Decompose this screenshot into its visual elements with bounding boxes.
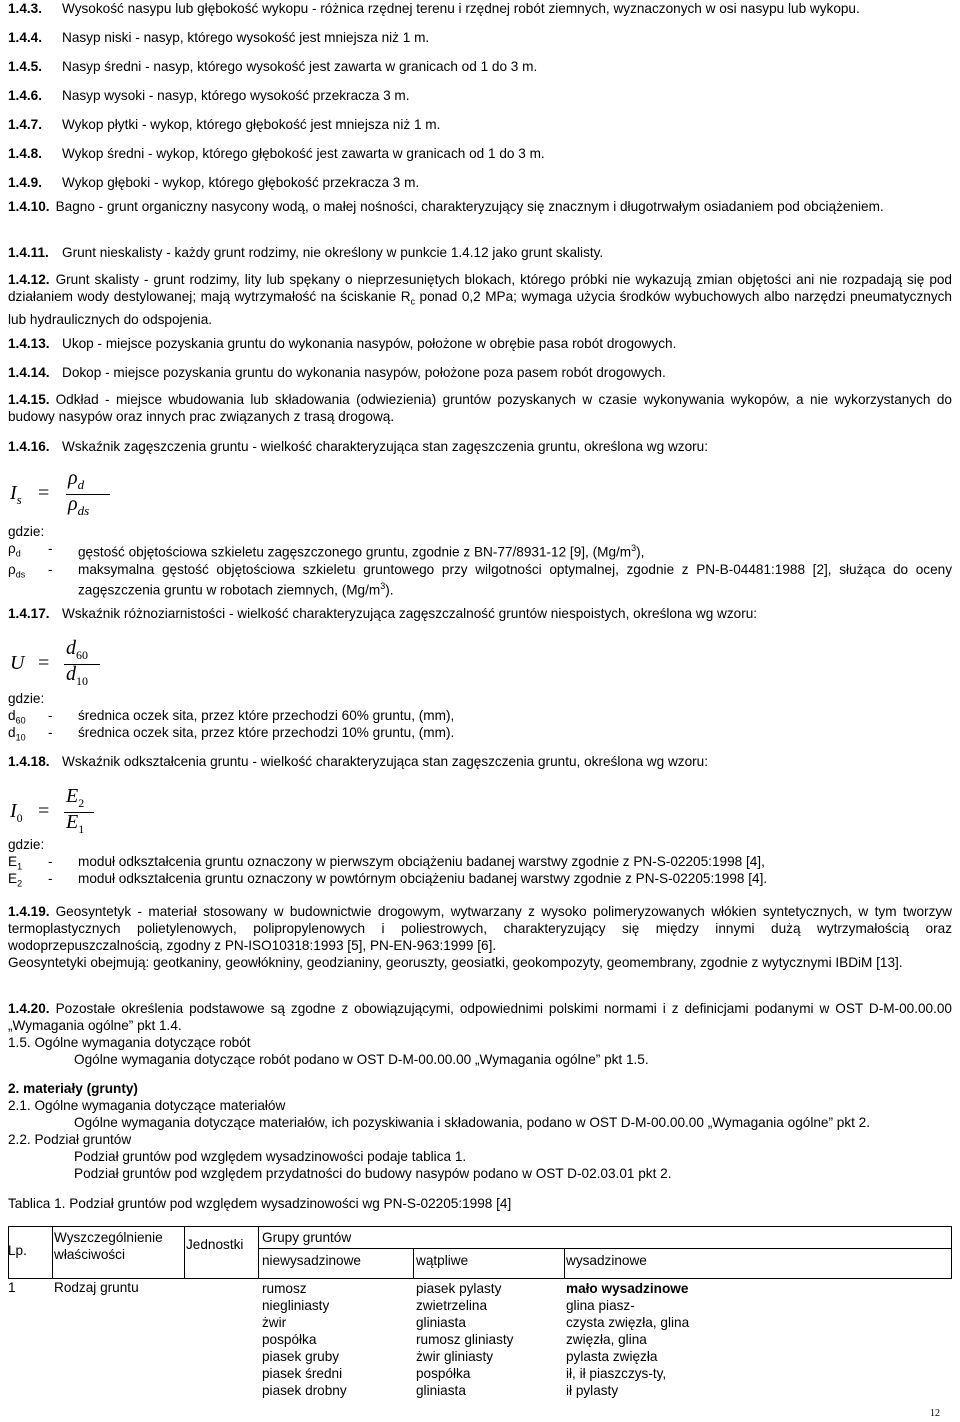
table-caption: Tablica 1. Podział gruntów pod względem wysadzinowości wg PN-S-02205:1998 [4] bbox=[8, 1196, 512, 1211]
header-units: Jednostki bbox=[186, 1237, 244, 1252]
header-non-frost: niewysadzinowe bbox=[262, 1253, 361, 1268]
legend-text: gęstość objętościowa szkieletu zagęszczonego gruntu, zgodnie z BN-77/8931-12 [9], $(Mg/m^3)$, bbox=[78, 543, 645, 560]
table-cell-value: pylasta zwięzła bbox=[566, 1349, 658, 1364]
section-number: 1.4.13. bbox=[8, 336, 50, 351]
table-cell-value: zwięzła, glina bbox=[566, 1332, 647, 1347]
definition-1-4-16 bbox=[8, 438, 708, 455]
definition-text-cont: ponad 0,2 MPa; wymaga użycia środków wybuchowych albo narzędzi pneumatycznych lub hydraulicznych do odspojenia. bbox=[8, 289, 952, 327]
definition-text: Wskaźnik różnoziarnistości - wielkość charakteryzująca zagęszczalność gruntów niespoistych, określona wg wzoru: bbox=[62, 606, 758, 621]
table-cell-value: niegliniasty bbox=[262, 1298, 330, 1313]
formula-denominator: $E_1$ bbox=[66, 811, 85, 836]
formula-18-legend bbox=[8, 853, 952, 887]
equals-sign: = bbox=[38, 800, 50, 822]
section-1-5-body: Ogólne wymagania dotyczące robót podano w OST D-M-00.00.00 „Wymagania ogólne” pkt 1.5. bbox=[74, 1052, 649, 1067]
definition-text: Geosyntetyk - materiał stosowany w budownictwie drogowym, wytwarzany z wysoko polimeryzowanych włókien syntetycznych, w tym tworzyw termoplastycznych polietylenowych, polipropylenowych i poliestrowych, charakteryzujący się między innymi dużą wytrzymałością oraz wodoprzepuszczalnością, zgodny z PN-ISO10318:1993 [5], PN-EN-963:1999 [6]. bbox=[8, 904, 952, 953]
table-cell-value: piasek pylasty bbox=[416, 1281, 502, 1296]
table-cell-value: rumosz bbox=[262, 1281, 307, 1296]
definition-text: Nasyp wysoki - nasyp, którego wysokość przekracza 3 m. bbox=[62, 88, 410, 103]
definition-text: Bagno - grunt organiczny nasycony wodą, o małej nośności, charakteryzujący się znacznym i długotrwałym osiadaniem pod obciążeniem. bbox=[55, 199, 884, 214]
section-number: 1.4.20. bbox=[8, 1001, 50, 1016]
section-number: 1.4.7. bbox=[8, 117, 43, 132]
table-cell-value: piasek gruby bbox=[262, 1349, 340, 1364]
section-number: 1.4.6. bbox=[8, 88, 43, 103]
table-rule bbox=[184, 1226, 185, 1278]
gdzie-label: gdzie: bbox=[8, 691, 45, 706]
page-number: 12 bbox=[930, 1408, 940, 1419]
table-rule bbox=[258, 1248, 952, 1249]
table-rule bbox=[52, 1226, 53, 1278]
table-cell-value: czysta zwięzła, glina bbox=[566, 1315, 690, 1330]
table-cell-value: piasek średni bbox=[262, 1366, 343, 1381]
definition-text: Grunt nieskalisty - każdy grunt rodzimy, nie określony w punkcie 1.4.12 jako grunt skalisty. bbox=[62, 245, 604, 260]
definition-text: Wykop głęboki - wykop, którego głębokość przekracza 3 m. bbox=[62, 175, 420, 190]
table-rule bbox=[8, 1278, 952, 1279]
legend-dash: - bbox=[48, 871, 53, 886]
definition-1-4-18 bbox=[8, 753, 708, 770]
legend-text: maksymalna gęstość objętościowa szkieletu gruntowego przy wilgotności optymalnej, zgodnie z PN-B-04481:1988 [2], służąca do oceny zagęszczenia gruntu w robotach ziemnych, $(Mg/m^3)$. bbox=[78, 561, 952, 598]
section-number: 1.4.4. bbox=[8, 30, 43, 45]
formula-uniformity-index bbox=[8, 637, 128, 690]
legend-symbol: $\rho_d$ bbox=[8, 541, 21, 559]
gdzie-label: gdzie: bbox=[8, 524, 45, 539]
header-frost: wysadzinowe bbox=[566, 1253, 647, 1268]
definition-1-4-19 bbox=[8, 903, 952, 971]
table-cell-value: ił, ił piaszczys-ty, bbox=[566, 1366, 667, 1381]
legend-dash: - bbox=[48, 541, 53, 556]
table-rule bbox=[413, 1248, 414, 1278]
row-soil-type: Rodzaj gruntu bbox=[54, 1280, 139, 1295]
header-doubtful: wątpliwe bbox=[416, 1253, 469, 1268]
definition-row bbox=[8, 58, 537, 75]
legend-row bbox=[8, 853, 952, 870]
table-cell-value: ił pylasty bbox=[566, 1383, 619, 1398]
legend-text: średnica oczek sita, przez które przechodzi 10% gruntu, (mm). bbox=[78, 725, 455, 740]
section-number: 1.4.19. bbox=[8, 904, 50, 919]
definition-text: Nasyp niski - nasyp, którego wysokość jest mniejsza niż 1 m. bbox=[62, 30, 430, 45]
section-number: 1.4.8. bbox=[8, 146, 43, 161]
table-rule bbox=[951, 1226, 952, 1278]
definition-row bbox=[8, 29, 429, 46]
section-number: 1.4.3. bbox=[8, 1, 43, 16]
table-rule bbox=[564, 1248, 565, 1278]
formula-lhs: U bbox=[10, 652, 25, 674]
formula-16-legend bbox=[8, 540, 952, 598]
formula-lhs: $I_0$ bbox=[10, 800, 23, 825]
definition-text: Wysokość nasypu lub głębokość wykopu - różnica rzędnej terenu i rzędnej robót ziemnych, wyznaczonych w osi nasypu lub wykopu. bbox=[62, 1, 860, 16]
equals-sign: = bbox=[38, 482, 50, 504]
definition-text: Grunt skalisty - grunt rodzimy, lity lub spękany o nieprzesuniętych blokach, którego próbki nie wykazują zmian objętości ani nie rozpadają się pod działaniem wody destylowanej; mają wytrzymałość na ściskanie R bbox=[8, 272, 952, 304]
definition-row bbox=[8, 174, 419, 191]
definition-1-4-13 bbox=[8, 335, 676, 352]
table-cell-value: pospółka bbox=[262, 1332, 317, 1347]
legend-symbol: $E_1$ bbox=[8, 854, 23, 872]
definition-text: Wskaźnik odkształcenia gruntu - wielkość charakteryzująca stan zagęszczenia gruntu, określona wg wzoru: bbox=[62, 754, 709, 769]
section-number: 1.4.10. bbox=[8, 199, 50, 214]
definition-text: Pozostałe określenia podstawowe są zgodne z obowiązującymi, odpowiednimi polskimi normami i z definicjami podanymi w OST D-M-00.00.00 „Wymagania ogólne” pkt 1.4. bbox=[8, 1001, 952, 1033]
section-number: 1.4.11. bbox=[8, 245, 49, 260]
formula-numerator: $\rho_d$ bbox=[68, 467, 85, 492]
section-2-1-body: Ogólne wymagania dotyczące materiałów, ich pozyskiwania i składowania, podano w OST D-M-00.00.00 „Wymagania ogólne” pkt 2. bbox=[74, 1115, 871, 1130]
table-cell-value: żwir bbox=[262, 1315, 287, 1330]
definition-text: Wykop płytki - wykop, którego głębokość jest mniejsza niż 1 m. bbox=[62, 117, 441, 132]
section-number: 1.4.9. bbox=[8, 175, 43, 190]
col-frost-values bbox=[566, 1280, 704, 1399]
definition-row bbox=[8, 116, 440, 133]
formula-17-legend bbox=[8, 707, 952, 741]
legend-text: moduł odkształcenia gruntu oznaczony w powtórnym obciążeniu badanej warstwy zgodnie z PN-S-02205:1998 [4]. bbox=[78, 871, 768, 886]
definition-text: Odkład - miejsce wbudowania lub składowania (odwiezienia) gruntów pozyskanych w czasie wykonywania wykopów, a nie wykorzystanych do budowy nasypów oraz innych prac związanych z trasą drogową. bbox=[8, 392, 952, 424]
legend-symbol: $d_{60}$ bbox=[8, 708, 26, 726]
legend-symbol: $\rho_{ds}$ bbox=[8, 561, 26, 580]
section-2-2-heading: 2.2. Podział gruntów bbox=[8, 1132, 132, 1147]
legend-dash: - bbox=[48, 561, 53, 577]
col-non-frost-values bbox=[262, 1280, 402, 1399]
definition-1-4-11 bbox=[8, 244, 603, 261]
definition-text-cont: Geosyntetyki obejmują: geotkaniny, geowłókniny, geodzianiny, georuszty, geosiatki, geokompozyty, geomembrany, zgodnie z wytycznymi IBDiM [13]. bbox=[8, 955, 903, 970]
definition-row bbox=[8, 87, 410, 104]
section-number: 1.4.12. bbox=[8, 272, 50, 287]
definition-1-4-17 bbox=[8, 605, 757, 622]
legend-row bbox=[8, 870, 952, 887]
definition-text: Dokop - miejsce pozyskania gruntu do wykonania nasypów, położone poza pasem robót drogowych. bbox=[62, 365, 666, 380]
legend-dash: - bbox=[48, 708, 53, 723]
legend-symbol: $E_2$ bbox=[8, 871, 23, 889]
table-cell-value: zwietrzelina bbox=[416, 1298, 488, 1313]
frost-susceptibility-table bbox=[8, 1226, 952, 1402]
section-1-5-heading: 1.5. Ogólne wymagania dotyczące robót bbox=[8, 1035, 251, 1050]
section-number: 1.4.16. bbox=[8, 439, 50, 454]
table-cell-value: gliniasta bbox=[416, 1383, 466, 1398]
definition-1-4-20 bbox=[8, 1000, 952, 1034]
table-cell-value: gliniasta bbox=[416, 1315, 466, 1330]
section-number: 1.4.15. bbox=[8, 392, 50, 407]
formula-lhs: $I_s$ bbox=[10, 482, 22, 507]
table-cell-value: rumosz gliniasty bbox=[416, 1332, 514, 1347]
header-specification: Wyszczególnienie właściwości bbox=[54, 1230, 163, 1262]
table-cell-value: pospółka bbox=[416, 1366, 471, 1381]
section-2-heading: 2. materiały (grunty) bbox=[8, 1081, 138, 1096]
frost-subgroup-label: mało wysadzinowe bbox=[566, 1281, 689, 1296]
legend-row bbox=[8, 707, 952, 724]
table-cell-value: żwir gliniasty bbox=[416, 1349, 494, 1364]
legend-row bbox=[8, 540, 952, 561]
formula-compaction-index bbox=[8, 467, 128, 520]
section-number: 1.4.14. bbox=[8, 365, 50, 380]
gdzie-label: gdzie: bbox=[8, 837, 45, 852]
definition-1-4-14 bbox=[8, 364, 666, 381]
table-cell-value: piasek drobny bbox=[262, 1383, 347, 1398]
header-soil-groups: Grupy gruntów bbox=[262, 1230, 352, 1245]
legend-text: moduł odkształcenia gruntu oznaczony w pierwszym obciążeniu badanej warstwy zgodnie z PN-S-02205:1998 [4], bbox=[78, 854, 765, 869]
section-number: 1.4.5. bbox=[8, 59, 43, 74]
section-2-2-body-a: Podział gruntów pod względem wysadzinowości podaje tablica 1. bbox=[74, 1149, 467, 1164]
table-rule bbox=[8, 1226, 952, 1227]
legend-symbol: $d_{10}$ bbox=[8, 725, 26, 743]
section-number: 1.4.18. bbox=[8, 754, 50, 769]
formula-deformation-index bbox=[8, 785, 128, 838]
definition-text: Nasyp średni - nasyp, którego wysokość jest zawarta w granicach od 1 do 3 m. bbox=[62, 59, 538, 74]
table-rule bbox=[258, 1226, 259, 1278]
section-2-1-heading: 2.1. Ogólne wymagania dotyczące materiałów bbox=[8, 1098, 286, 1113]
subscript: c bbox=[410, 296, 416, 307]
header-lp: Lp. bbox=[8, 1243, 27, 1258]
definition-1-4-15 bbox=[8, 391, 952, 425]
definition-1-4-12 bbox=[8, 271, 952, 328]
formula-denominator: $\rho_{ds}$ bbox=[68, 493, 90, 518]
definition-text: Ukop - miejsce pozyskania gruntu do wykonania nasypów, położone w obrębie pasa robót drogowych. bbox=[62, 336, 677, 351]
section-number: 1.4.17. bbox=[8, 606, 50, 621]
legend-row bbox=[8, 724, 952, 741]
definition-text: Wskaźnik zagęszczenia gruntu - wielkość charakteryzująca stan zagęszczenia gruntu, określona wg wzoru: bbox=[62, 439, 709, 454]
equals-sign: = bbox=[38, 652, 50, 674]
legend-text: średnica oczek sita, przez które przechodzi 60% gruntu, (mm), bbox=[78, 708, 455, 723]
formula-numerator: $E_2$ bbox=[66, 785, 85, 810]
legend-row bbox=[8, 561, 952, 599]
legend-dash: - bbox=[48, 725, 53, 740]
col-doubtful-values bbox=[416, 1280, 560, 1399]
definition-row bbox=[8, 0, 860, 17]
formula-numerator: $d_{60}$ bbox=[66, 637, 88, 662]
frost-values-list bbox=[566, 1297, 704, 1399]
section-2-2-body-b: Podział gruntów pod względem przydatności do budowy nasypów podano w OST D-02.03.01 pkt 2. bbox=[74, 1166, 672, 1181]
legend-dash: - bbox=[48, 854, 53, 869]
row-lp: 1 bbox=[8, 1280, 16, 1295]
formula-denominator: $d_{10}$ bbox=[66, 663, 88, 688]
definition-text: Wykop średni - wykop, którego głębokość jest zawarta w granicach od 1 do 3 m. bbox=[62, 146, 545, 161]
definition-row bbox=[8, 145, 545, 162]
table-cell-value: glina piasz- bbox=[566, 1298, 635, 1313]
definition-1-4-10 bbox=[8, 198, 952, 215]
